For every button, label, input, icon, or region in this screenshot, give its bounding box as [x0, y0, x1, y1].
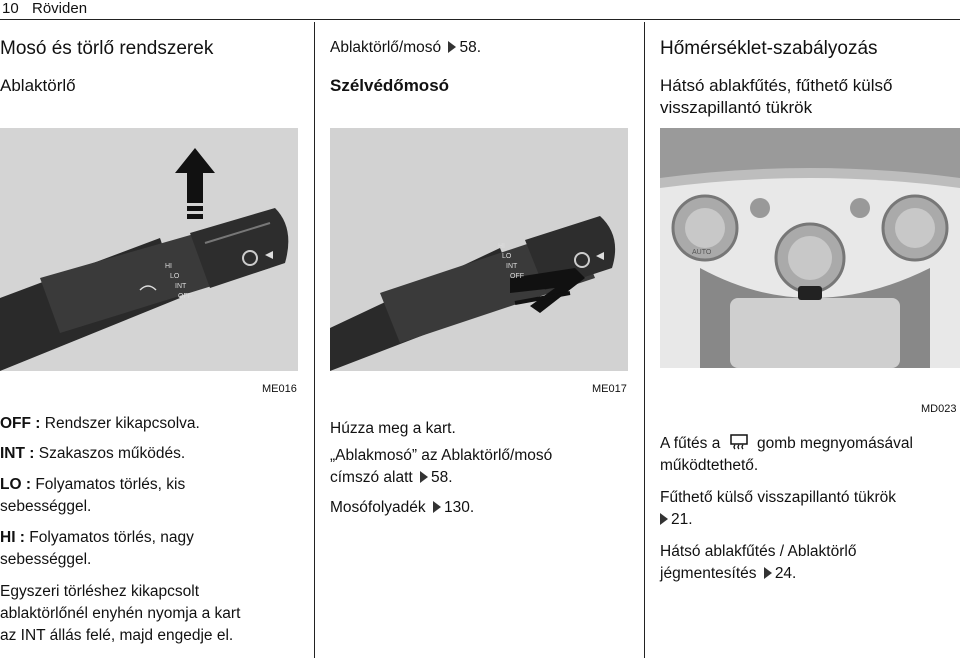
- ref-page: 130.: [443, 499, 475, 516]
- page-arrow-icon: [420, 471, 428, 483]
- page-arrow-icon: [448, 41, 456, 53]
- ref-page: 58.: [459, 39, 482, 56]
- paragraph-line: Hátsó ablakfűtés / Ablaktörlő: [660, 543, 857, 560]
- column-divider: [644, 22, 645, 658]
- paragraph-line: működtethető.: [660, 457, 759, 474]
- item-text: Folyamatos törlés, nagy: [29, 529, 194, 546]
- label-lo: LO: [170, 273, 180, 280]
- text: A fűtés a: [660, 435, 721, 452]
- paragraph-line: [660, 433, 913, 455]
- washer-stalk-image: [330, 128, 628, 371]
- ref-text: Mosófolyadék: [330, 499, 426, 516]
- instruction-line: [330, 497, 474, 519]
- instruction-line: Húzza meg a kart.: [330, 420, 456, 437]
- climate-panel-image: [660, 128, 960, 368]
- section-title: Mosó és törlő rendszerek: [0, 38, 214, 59]
- ref-page: 21.: [671, 511, 693, 528]
- item-hi-cont: sebességgel.: [0, 551, 92, 568]
- item-lo-cont: sebességgel.: [0, 498, 92, 515]
- section-name: Röviden: [32, 0, 88, 17]
- svg-text:INT: INT: [506, 263, 518, 270]
- note-line: Egyszeri törléshez kikapcsolt: [0, 583, 199, 600]
- ref-page: 58.: [431, 469, 453, 486]
- svg-text:HI: HI: [498, 243, 505, 250]
- item-text: Rendszer kikapcsolva.: [44, 415, 200, 432]
- ref-page: 24.: [774, 565, 797, 582]
- text: gomb megnyomásával: [756, 435, 913, 452]
- wiper-stalk-image: [0, 128, 298, 371]
- item-key: HI :: [0, 529, 25, 546]
- column-divider: [314, 22, 315, 658]
- item-lo: [0, 474, 185, 496]
- subsection-title: visszapillantó tükrök: [660, 98, 813, 117]
- label-off: OFF: [178, 293, 192, 300]
- page-number: 10: [2, 0, 19, 17]
- section-title: Hőmérséklet-szabályozás: [660, 38, 878, 59]
- subsection-title: Szélvédőmosó: [330, 76, 450, 95]
- item-text: Folyamatos törlés, kis: [35, 476, 186, 493]
- label-int: INT: [175, 283, 187, 290]
- item-key: OFF :: [0, 415, 41, 432]
- ref-text: címszó alatt: [330, 469, 413, 486]
- instruction-line: [330, 467, 453, 489]
- image-code: ME017: [592, 383, 627, 395]
- item-text: Szakaszos működés.: [38, 445, 186, 462]
- item-off: [0, 413, 200, 435]
- image-code: ME016: [262, 383, 297, 395]
- subsection-title: Ablaktörlő: [0, 76, 76, 95]
- page-arrow-icon: [660, 513, 668, 525]
- ref-text: Ablaktörlő/mosó: [330, 39, 442, 56]
- svg-text:OFF: OFF: [510, 273, 524, 280]
- subsection-title: Hátsó ablakfűtés, fűthető külső: [660, 76, 893, 95]
- item-hi: [0, 527, 194, 549]
- paragraph-line: [660, 509, 693, 531]
- note-line: ablaktörlőnél enyhén nyomja a kart: [0, 605, 241, 622]
- label-hi: HI: [165, 263, 172, 270]
- ref-text: jégmentesítés: [660, 565, 757, 582]
- instruction-line: „Ablakmosó” az Ablaktörlő/mosó: [330, 447, 553, 464]
- page-arrow-icon: [764, 567, 772, 579]
- paragraph-line: Fűthető külső visszapillantó tükrök: [660, 489, 897, 506]
- paragraph-line: [660, 563, 796, 585]
- svg-text:LO: LO: [502, 253, 512, 260]
- item-int: [0, 443, 185, 465]
- label-auto: AUTO: [692, 249, 712, 256]
- image-code: MD023: [921, 403, 957, 415]
- page-header: [0, 0, 960, 20]
- item-key: INT :: [0, 445, 35, 462]
- rear-defrost-icon: [729, 434, 749, 450]
- cross-reference: [330, 37, 481, 59]
- note-line: az INT állás felé, majd engedje el.: [0, 627, 234, 644]
- item-key: LO :: [0, 476, 31, 493]
- page-arrow-icon: [433, 501, 441, 513]
